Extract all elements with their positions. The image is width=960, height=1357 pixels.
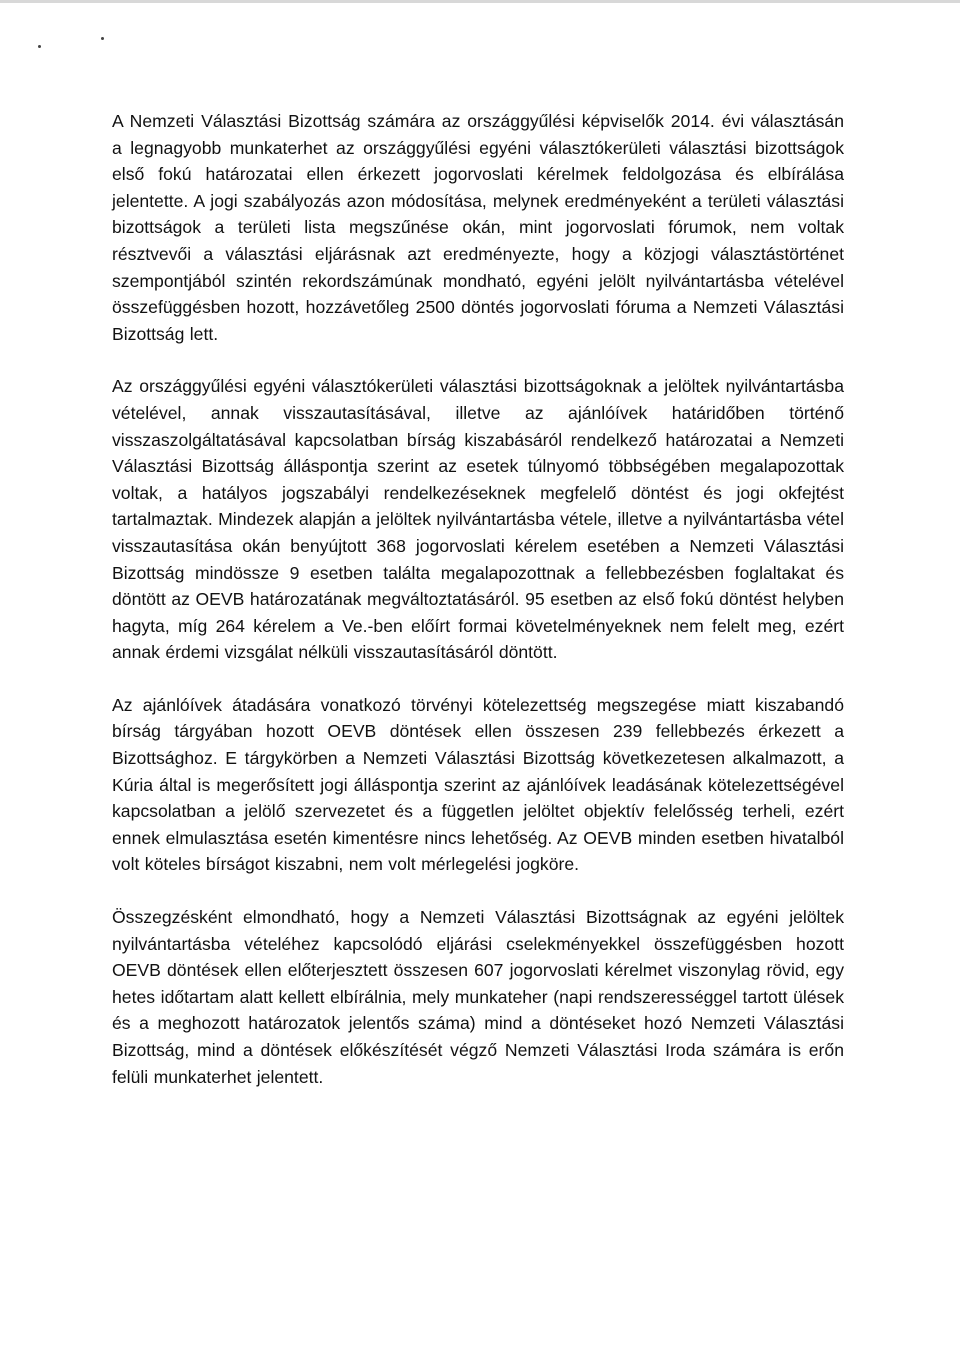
scan-speck	[38, 45, 41, 48]
scan-edge-line	[0, 0, 960, 3]
document-page	[112, 108, 844, 1090]
paragraph-3: Az ajánlóívek átadására vonatkozó törvényi kötelezettség megszegése miatt kiszabandó bírság tárgyában hozott OEVB döntések ellen összesen 239 fellebbezés érkezett a Bizottsághoz. E tárgykörben a Nemzeti Választási Bizottság következetesen alkalmazott, a Kúria által is megerősített jogi álláspontja szerint az ajánlóívek leadásának kötelezettségével kapcsolatban a jelölő szervezetet és a független jelöltet objektív felelősség terheli, ezért ennek elmulasztása esetén kimentésre nincs lehetőség. Az OEVB minden esetben hivatalból volt köteles bírságot kiszabni, nem volt mérlegelési jogköre.	[112, 694, 844, 875]
paragraph-2: Az országgyűlési egyéni választókerületi választási bizottságoknak a jelöltek nyilvántartásba vételével, annak visszautasításával, illetve az ajánlóívek határidőben történő visszaszolgáltatásával kapcsolatban bírság kiszabásáról rendelkező határozatai a Nemzeti Választási Bizottság álláspontja szerint az esetek túlnyomó többségében megalapozottak voltak, a hatályos jogszabályi rendelkezéseknek megfelelő döntést és jogi okfejtést tartalmaztak. Mindezek alapján a jelöltek nyilvántartásba vétele, illetve a nyilvántartásba vétel visszautasítása okán benyújtott 368 jogorvoslati kérelem esetében a Nemzeti Választási Bizottság mindössze 9 esetben találta megalapozottnak a fellebbezésben foglaltakat és döntött az OEVB határozatának megváltoztatásáról. 95 esetben az első fokú döntést helyben hagyta, míg 264 kérelem a Ve.-ben előírt formai követelményeknek nem felelt meg, ezért annak érdemi vizsgálat nélküli visszautasításáról döntött.	[112, 376, 844, 663]
paragraph-1: A Nemzeti Választási Bizottság számára az országgyűlési képviselők 2014. évi választásán a legnagyobb munkaterhet az országgyűlési egyéni választókerületi választási bizottságok első fokú határozatai ellen érkezett jogorvoslati kérelmek feldolgozása és elbírálása jelentette. A jogi szabályozás azon módosítása, melynek eredményeként a területi választási bizottságok a területi lista megszűnése okán, mint jogorvoslati fórumok, nem voltak résztvevői a választási eljárásnak azt eredményezte, hogy a közjogi választástörténet szempontjából szintén rekordszámúnak mondható, egyéni jelölt nyilvántartásba vételével összefüggésben hozott, hozzávetőleg 2500 döntés jogorvoslati fóruma a Nemzeti Választási Bizottság lett.	[112, 111, 844, 344]
scan-speck	[101, 37, 104, 40]
paragraph-4: Összegzésként elmondható, hogy a Nemzeti Választási Bizottságnak az egyéni jelöltek nyilvántartásba vételéhez kapcsolódó eljárási cselekményekkel összefüggésben hozott OEVB döntések ellen előterjesztett összesen 607 jogorvoslati kérelmet viszonylag rövid, egy hetes időtartam alatt kellett elbírálnia, mely munkateher (napi rendszerességgel tartott ülések és a meghozott határozatok jelentős száma) mind a döntéseket hozó Nemzeti Választási Bizottság, mind a döntések előkészítését végző Nemzeti Választási Iroda számára is erőn felüli munkaterhet jelentett.	[112, 907, 844, 1087]
